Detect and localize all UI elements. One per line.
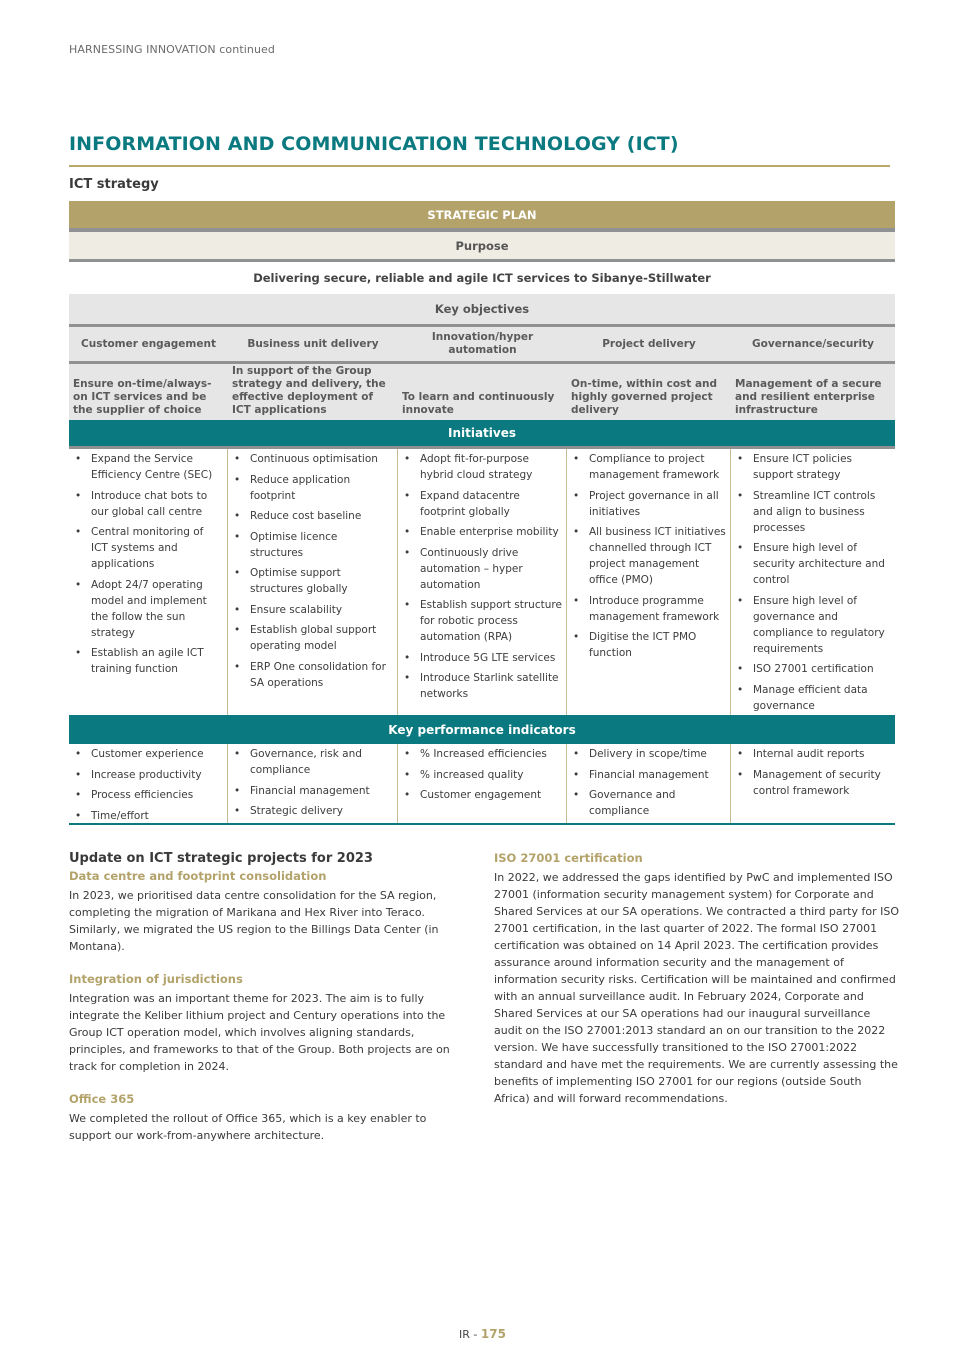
initiatives-cell xyxy=(398,449,567,715)
iso-body: In 2022, we addressed the gaps identified by PwC and implemented ISO 27001 (information security management system) for Corporate and Shared Services at our SA operations. We contracted a third party for ISO 27001 certification, in the last quarter of 2022. The formal ISO 27001 certification was obtained on 14 April 2023. The certification provides assurance around information security and the management of information security risks. Certification will be maintained and confirmed with an annual surveillance audit. In February 2024, Corporate and Shared Services at our SA operations had our inaugural surveillance audit on the ISO 27001:2013 standard an on our transition to the 2022 version. We have successfully transitioned to the ISO 27001:2022 standard and have met the requirements. We are currently assessing the benefits of implementing ISO 27001 for our regions (outside South Africa) and will forward recommendations. xyxy=(494,871,900,1105)
bullet-item: • All business ICT initiatives channelled through ICT project management office (PMO) xyxy=(571,524,726,588)
objective-cell: In support of the Group strategy and delivery, the effective deployment of ICT applications xyxy=(228,364,398,420)
bullet-item: • Ensure high level of security architecture and control xyxy=(735,540,891,588)
bullet-item: • Expand datacentre footprint globally xyxy=(402,488,562,520)
bullet-item: • Reduce application footprint xyxy=(232,472,393,504)
column-header: Customer engagement xyxy=(69,327,228,361)
bullet-item: • Establish support structure for robotic process automation (RPA) xyxy=(402,597,562,645)
bullet-item: • Adopt fit-for-purpose hybrid cloud strategy xyxy=(402,451,562,483)
bullet-item: • ISO 27001 certification xyxy=(735,661,891,677)
bullet-item: • ERP One consolidation for SA operations xyxy=(232,659,393,691)
kpi-cell xyxy=(228,744,398,823)
bullet-item: • Introduce programme management framework xyxy=(571,593,726,625)
objectives-row xyxy=(69,361,895,420)
bullet-item: • Strategic delivery xyxy=(232,803,393,819)
bullet-item: • Ensure ICT policies support strategy xyxy=(735,451,891,483)
column-header: Project delivery xyxy=(567,327,731,361)
bullet-item: • Continuously drive automation – hyper automation xyxy=(402,545,562,593)
column-header: Innovation/hyper automation xyxy=(398,327,567,361)
bullet-item: • Digitise the ICT PMO function xyxy=(571,629,726,661)
initiative-list xyxy=(402,451,562,702)
page-title: INFORMATION AND COMMUNICATION TECHNOLOGY (ICT) xyxy=(69,133,679,155)
page-footer xyxy=(0,1327,965,1341)
bullet-item: • Central monitoring of ICT systems and applications xyxy=(73,524,223,572)
iso-heading: ISO 27001 certification xyxy=(494,851,643,865)
strategic-plan-band: STRATEGIC PLAN xyxy=(69,201,895,232)
initiative-list xyxy=(571,451,726,661)
bullet-item: • Process efficiencies xyxy=(73,787,223,803)
bullet-item: • Ensure high level of governance and compliance to regulatory requirements xyxy=(735,593,891,657)
initiatives-cell xyxy=(69,449,228,715)
updates-heading: Update on ICT strategic projects for 2023 xyxy=(69,851,373,866)
kpi-list xyxy=(571,746,726,819)
objective-cell: Management of a secure and resilient enterprise infrastructure xyxy=(731,364,895,420)
kpi-cell xyxy=(69,744,228,823)
kpi-list xyxy=(735,746,891,799)
bullet-item: • Compliance to project management framework xyxy=(571,451,726,483)
bullet-item: • Governance and compliance xyxy=(571,787,726,819)
initiatives-cell xyxy=(228,449,398,715)
initiatives-row xyxy=(69,449,895,715)
bullet-item: • Establish an agile ICT training function xyxy=(73,645,223,677)
column-header: Business unit delivery xyxy=(228,327,398,361)
bullet-item: • Adopt 24/7 operating model and implement the follow the sun strategy xyxy=(73,577,223,641)
strategy-table xyxy=(69,201,895,825)
initiative-list xyxy=(735,451,891,714)
initiatives-cell xyxy=(731,449,895,715)
objective-cell: Ensure on-time/always-on ICT services and be the supplier of choice xyxy=(69,364,228,420)
bullet-item: • Governance, risk and compliance xyxy=(232,746,393,778)
title-divider xyxy=(69,165,890,167)
initiative-list xyxy=(232,451,393,691)
bullet-item: • Internal audit reports xyxy=(735,746,891,762)
bullet-item: • Increase productivity xyxy=(73,767,223,783)
objective-cell: On-time, within cost and highly governed project delivery xyxy=(567,364,731,420)
section-body: In 2023, we prioritised data centre consolidation for the SA region, completing the migration of Marikana and Hex River into Teraco. Similarly, we migrated the US region to the Billings Data Center (in Montana). xyxy=(69,889,439,953)
kpi-cell xyxy=(398,744,567,823)
kpi-list xyxy=(232,746,393,819)
bullet-item: • Streamline ICT controls and align to business processes xyxy=(735,488,891,536)
initiatives-band: Initiatives xyxy=(69,420,895,449)
page-number: 175 xyxy=(480,1327,506,1341)
key-objectives-band: Key objectives xyxy=(69,294,895,327)
kpi-cell xyxy=(731,744,895,823)
bullet-item: • Project governance in all initiatives xyxy=(571,488,726,520)
bullet-item: • Optimise support structures globally xyxy=(232,565,393,597)
running-header: HARNESSING INNOVATION continued xyxy=(69,43,275,56)
bullet-item: • % increased quality xyxy=(402,767,562,783)
section-heading: Data centre and footprint consolidation xyxy=(69,869,327,883)
section-body: Integration was an important theme for 2023. The aim is to fully integrate the Keliber lithium project and Century operations into the Group ICT operation model, which involves aligning standards, principles, and frameworks to that of the Group. Both projects are on track for completion in 2024. xyxy=(69,992,450,1073)
bullet-item: • Expand the Service Efficiency Centre (SEC) xyxy=(73,451,223,483)
bullet-item: • Introduce 5G LTE services xyxy=(402,650,562,666)
initiative-list xyxy=(73,451,223,677)
kpi-row xyxy=(69,744,895,825)
bullet-item: • Introduce Starlink satellite networks xyxy=(402,670,562,702)
kpi-list xyxy=(402,746,562,803)
objective-column-headers xyxy=(69,327,895,361)
purpose-band: Purpose xyxy=(69,232,895,262)
bullet-item: • Financial management xyxy=(232,783,393,799)
left-column xyxy=(69,851,464,1161)
bullet-item: • % Increased efficiencies xyxy=(402,746,562,762)
objective-cell: To learn and continuously innovate xyxy=(398,364,567,420)
right-column xyxy=(494,851,899,1124)
section-heading: Integration of jurisdictions xyxy=(69,972,243,986)
section-body: We completed the rollout of Office 365, which is a key enabler to support our work-from-anywhere architecture. xyxy=(69,1112,427,1142)
section-title: ICT strategy xyxy=(69,177,159,192)
bullet-item: • Manage efficient data governance xyxy=(735,682,891,714)
column-header: Governance/security xyxy=(731,327,895,361)
footer-prefix: IR - xyxy=(459,1328,481,1341)
bullet-item: • Time/effort xyxy=(73,808,223,824)
bullet-item: • Customer experience xyxy=(73,746,223,762)
initiatives-cell xyxy=(567,449,731,715)
bullet-item: • Optimise licence structures xyxy=(232,529,393,561)
bullet-item: • Enable enterprise mobility xyxy=(402,524,562,540)
bullet-item: • Establish global support operating model xyxy=(232,622,393,654)
kpi-cell xyxy=(567,744,731,823)
section-heading: Office 365 xyxy=(69,1092,135,1106)
bullet-item: • Management of security control framework xyxy=(735,767,891,799)
kpi-band: Key performance indicators xyxy=(69,715,895,744)
bullet-item: • Customer engagement xyxy=(402,787,562,803)
bullet-item: • Introduce chat bots to our global call centre xyxy=(73,488,223,520)
bullet-item: • Delivery in scope/time xyxy=(571,746,726,762)
bullet-item: • Continuous optimisation xyxy=(232,451,393,467)
bullet-item: • Ensure scalability xyxy=(232,602,393,618)
bullet-item: • Financial management xyxy=(571,767,726,783)
purpose-statement: Delivering secure, reliable and agile ICT services to Sibanye-Stillwater xyxy=(69,262,895,294)
bullet-item: • Reduce cost baseline xyxy=(232,508,393,524)
kpi-list xyxy=(73,746,223,824)
